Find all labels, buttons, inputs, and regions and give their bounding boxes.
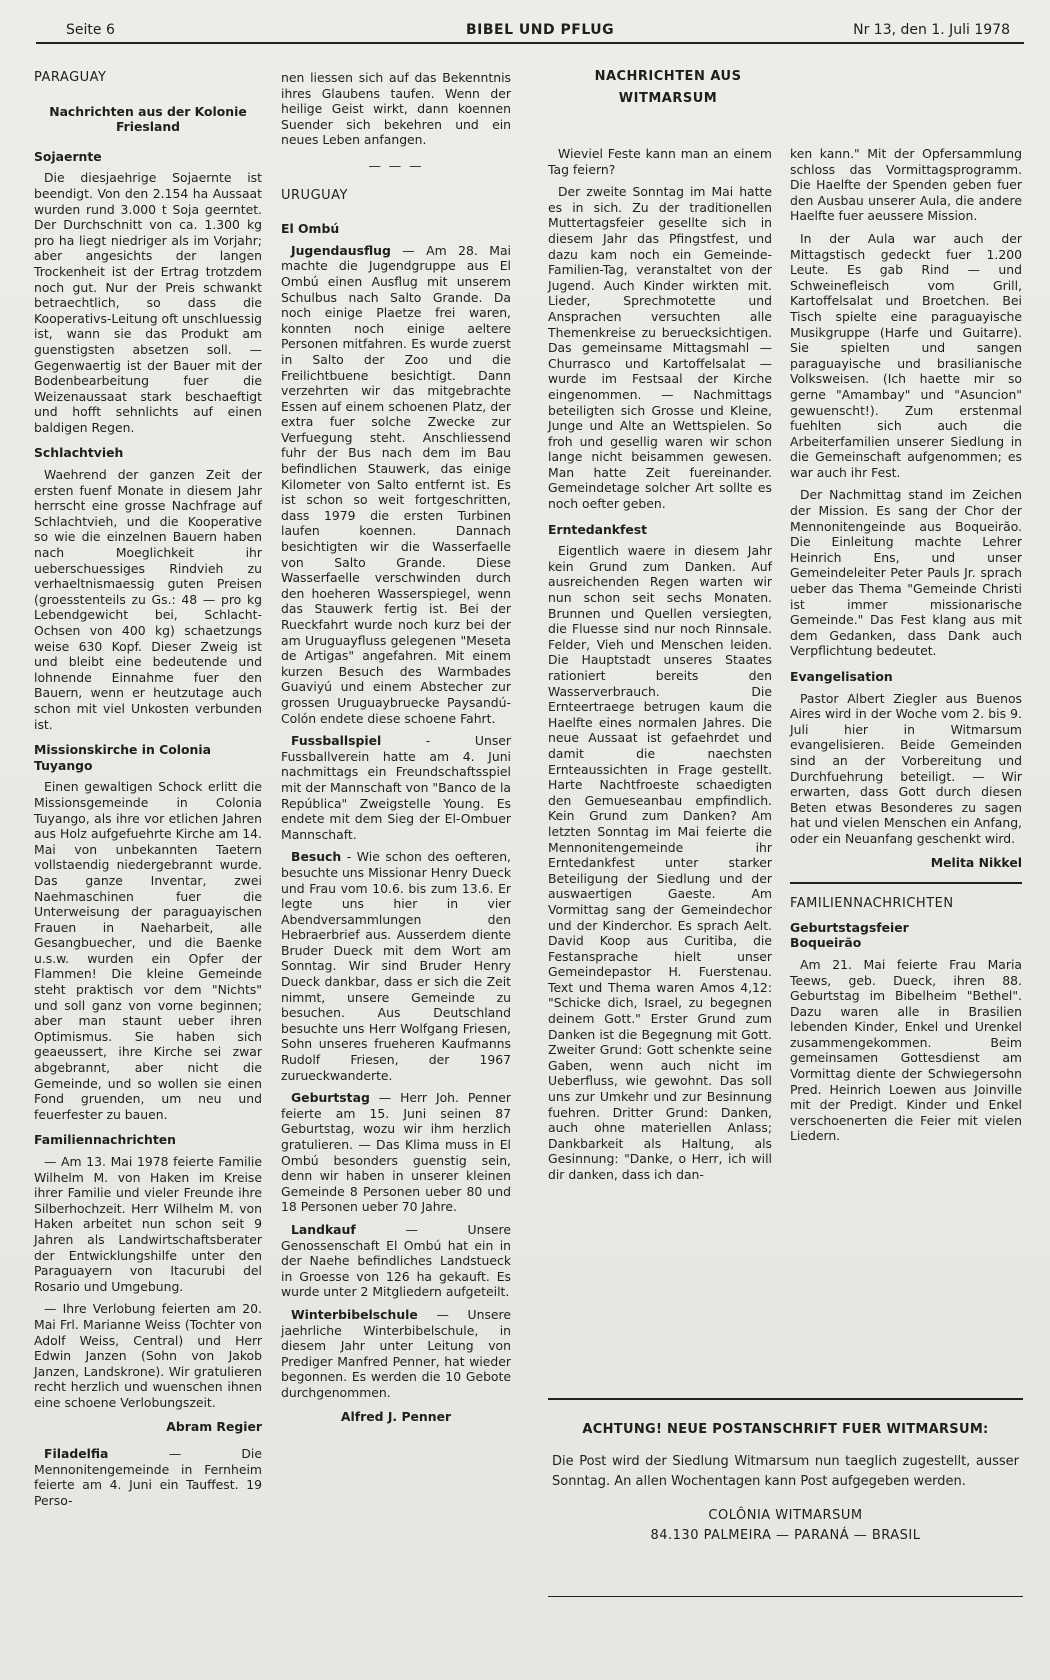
witmarsum-headline-block [548,66,788,110]
section-rule [790,882,1022,884]
page-header [36,22,1024,44]
article-verlobung: — Ihre Verlobung feierten am 20. Mai Frl. Marianne Weiss (Tochter von Adolf Weiss, Central) und Herr Edwin Janzen (Sohn von Jakob Janzen, Landskrone). Wir gratulieren recht herzlich und wuenschen ihnen eine schoene Verlobungszeit. [34,1301,262,1410]
article-erntedank-continued: ken kann." Mit der Opfersammlung schloss das Vormittagsprogramm. Die Haelfte der Spenden geben fuer den Ausbau unserer Aula, die andere Haelfte fuer aeussere Mission. [790,146,1022,224]
newspaper-title: BIBEL UND PFLUG [466,22,615,38]
article-geburtstag-teews: Am 21. Mai feierte Frau Maria Teews, geb. Dueck, ihren 88. Geburtstag im Bibelheim "Bethel". Dazu waren alle in Brasilien lebenden Kinder, Enkel und Urenkel zusammengekommen. Beim gemeinsamen Gottesdienst am Vormittag diente der Schwiegersohn Pred. Heinrich Loewen aus Joinville mit der Predigt. Kinder und Enkel verschoenerten die Feier mit vielen Liedern. [790,956,1022,1144]
lead-fussballspiel: Fussballspiel [291,733,382,749]
article-missionskirche: Einen gewaltigen Schock erlitt die Missionsgemeinde in Colonia Tuyango, als ihre vor etlichen Jahren aus Holz aufgefuehrte Kirche am 14. Mai von unbekannten Taetern vollstaendig niedergebrannt wurde. Das ganze Inventar, zwei Naehmaschinen fuer die Unterweisung der paraguayischen Frauen in Naeharbeit, alle Gesangbuecher, und die Baenke u.s.w. wurden ein Opfer der Flammen! Die kleine Gemeinde steht praktisch vor dem "Nichts" und soll ganz von vorne beginnen; aber man staunt ueber ihren Optimismus. Sie haben sich geaeussert, ihre Kirche sei zwar abgebrannt, aber nicht die Gemeinde, und so wollen sie einen Fond gruenden, um neu und feuerfester zu bauen. [34,779,262,1122]
text-geburtstag: — Herr Joh. Penner feierte am 15. Juni seinen 87 Geburtstag, wozu wir ihm herzlich gratulieren. — Das Klima muss in El Ombú besonders guenstig sein, denn wir haben in unserer kleinen Gemeinde 8 Personen ueber 80 und 18 Personen ueber 70 Jahre. [281,1090,511,1215]
section-title-uruguay: URUGUAY [281,187,348,203]
author-signature-witmarsum: Melita Nikkel [930,854,1022,870]
notice-address-line2: 84.130 PALMEIRA — PARANÁ — BRASIL [650,1528,921,1543]
notice-text: Die Post wird der Siedlung Witmarsum nun taeglich zugestellt, ausser Sonntag. An allen Wochentagen kann Post aufgegeben werden. [552,1454,1019,1489]
section-title-familiennachrichten: FAMILIENNACHRICHTEN [790,896,954,912]
text-besuch: - Wie schon des oefteren, besuchte uns Missionar Henry Dueck und Frau vom 10.6. bis zum 13.6. Er legte uns hier in vier Abendversammlungen den Hebraerbrief aus. Ausserdem diente Bruder Dueck mit dem Wort am Sonntag. Wir sind Bruder Henry Dueck dankbar, dass er sich die Zeit nimmt, unsere Gemeinde zu besuchen. Aus Deutschland besuchte uns Herr Wolfgang Friesen, Sohn unseres frueheren Kaufmanns Rudolf Friesen, der 1967 zurueckwanderte. [281,849,511,1083]
lead-landkauf: Landkauf [291,1221,356,1237]
text-landkauf: — Unsere Genossenschaft El Ombú hat ein in der Naehe befindliches Landstueck in Groesse von 126 ha gekauft. Es wurde unter 2 Mitgliedern aufgeteilt. [281,1221,511,1300]
article-fussballspiel [281,733,511,842]
section-separator: — — — [368,157,424,173]
article-jugendausflug [281,243,511,726]
article-gemeindetag: Der zweite Sonntag im Mai hatte es in sich. Zu der traditionellen Muttertagsfeier gesellte sich in diesem Jahr das Pfingstfest, und dazu kam noch ein Gemeinde-Familien-Tag, veranstaltet von der Jugend. Auch Kinder wirkten mit. Lieder, Sprechmotette und Ansprachen versuchten alle Themenkreise zu beruecksichtigen. Das gemeinsame Mittagsmahl — Churrasco und Kartoffelsalat — wurde im Festsaal der Kirche eingenommen. — Nachmittags beteiligten sich Grosse und Kleine, Junge und Alte an Wettspielen. So froh und gesellig waren wir schon lange nicht beisammen gewesen. Man hatte Zeit fuereinander. Gemeindetage solcher Art sollte es noch oefter geben. [548,184,772,512]
lead-besuch: Besuch [291,849,342,865]
section-title-paraguay: PARAGUAY [34,70,107,85]
heading-schlachtvieh: Schlachtvieh [34,445,124,461]
heading-sojaernte: Sojaernte [34,148,102,164]
article-mittagstisch: In der Aula war auch der Mittagstisch gedeckt fuer 1.200 Leute. Es gab Rind — und Schweinefleisch vom Grill, Kartoffelsalat und Broetchen. Bei Tisch spielte eine paraguayische Musikgruppe (Harfe und Guitarre). Sie spielten und sangen paraguayische und brasilianische Volksweisen. (Ich haette mir so gerne "Amambay" und "Asuncion" gewuenscht!). Zum erstenmal fuehlten sich auch die Arbeiterfamilien unserer Siedlung in die Gemeinschaft aufgenommen; es war auch ihr Fest. [790,230,1022,480]
author-signature: Abram Regier [166,1418,262,1434]
heading-el-ombu: El Ombú [281,221,340,237]
text-jugendausflug: — Am 28. Mai machte die Jugendgruppe aus El Ombú einen Ausflug mit unserem Schulbus nach Salto Grande. Da noch einige Plaetze frei waren, konnten noch einige aeltere Personen mitfahren. Es wurde zuerst in Salto der Zoo und die Freilichtbuene besichtigt. Dann verzehrten wir das mitgebrachte Essen auf einem schoenen Platz, der extra fuer solche Zwecke zur Verfuegung steht. Anschliessend fuhr der Bus nach dem im Bau befindlichen Stauwerk, das einige Kilometer von Salto entfernt ist. Es ist schon so weit fortgeschritten, dass 1979 die ersten Turbinen laufen koennen. Dannach besichtigten wir die Wasserfaelle von Salto Grande. Diese Wasserfaelle verschwinden durch den hoeheren Wasserspiegel, wenn das Stauwerk fertig ist. Bei der Rueckfahrt wurde noch kurz bei der am Uruguayfluss gelegenen "Meseta de Artigas" angefahren. Mit einem kurzen Besuch des Warmbades Guaviyú und einem Abstecher zur grossen Uruguaybruecke Paysandú-Colón endete diese schoene Fahrt. [281,242,511,726]
article-erntedankfest: Eigentlich waere in diesem Jahr kein Grund zum Danken. Auf ausreichenden Regen warten wir nun schon seit sechs Monaten. Brunnen und Quellen versiegten, die Fluesse sind nur noch Rinnsale. Felder, Vieh und Menschen leiden. Die Hauptstadt unseres Staates rationiert bereits den Wasserverbrauch. Die Ernteertraege betrugen kaum die Haelfte eines normalen Jahres. Die neue Aussaat ist gefaehrdet und damit die naechsten Ernteaussichten in Frage gestellt. Harte Nachtfroeste schaedigten den Gemueseanbau empfindlich. Kein Grund zum Danken? Am letzten Sonntag im Mai feierte die Mennonitengemeinde ihr Erntedankfest unter starker Beteiligung der Siedlung und der auswaertigen Gaeste. Am Vormittag sang der Gemeindechor und der Kinderchor. Es sprach Aelt. David Koop aus Curitiba, die Festansprache hielt unser Gemeindepastor H. Fuerstenau. Text und Thema waren Amos 4,12: "Schicke dich, Israel, zu begegnen deinem Gott." Erster Grund zum Danken ist die Begegnung mit Gott. Zweiter Grund: Gott schenkte seine Gaben, wenn auch nicht im Ueberfluss, wie gewohnt. Das soll uns zur Umkehr und zur Besinnung fuehren. Dritter Grund: Danken, auch ohne materiellen Anlass; Dankbarkeit als Haltung, als Gesinnung: "Danke, o Herr, ich will dir danken, dass ich dan- [548,543,772,1182]
lead-geburtstag: Geburtstag [291,1090,370,1106]
text-filadelfia: — Die Mennonitengemeinde in Fernheim feierte am 4. Juni ein Tauffest. 19 Perso- [34,1446,262,1508]
notice-address-line1: COLÔNIA WITMARSUM [708,1508,863,1523]
article-silberhochzeit: — Am 13. Mai 1978 feierte Familie Wilhelm M. von Haken im Kreise ihrer Familie und vieler Freunde ihre Silberhochzeit. Herr Wilhelm M. von Haken arbeitet nun schon seit 9 Jahren als Landwirtschaftsberater der Entwicklungshilfe unter den Paraguayern von Itacurubi del Rosario und Umgebung. [34,1154,262,1294]
subtitle-friesland: Nachrichten aus der Kolonie Friesland [49,103,247,135]
notice-postanschrift [548,1398,1023,1597]
article-filadelfia-continued: nen liessen sich auf das Bekenntnis ihres Glaubens taufen. Wenn der heilige Geist wirkt, dann koennen Suender sich bekehren und ein neues Leben anfangen. [281,70,511,148]
heading-missionskirche: Missionskirche in Colonia Tuyango [34,742,211,773]
text-fussballspiel: - Unser Fussballverein hatte am 4. Juni nachmittags ein Freundschaftsspiel mit der Mannschaft von "Banco de la República" Zweigstelle Young. Es endete mit dem Sieg der El-Ombuer Mannschaft. [281,733,511,842]
column-witmarsum-left [548,146,772,1190]
column-paraguay [34,70,262,1515]
article-schlachtvieh: Waehrend der ganzen Zeit der ersten fuenf Monate in diesem Jahr herrscht eine grosse Nachfrage auf Schlachtvieh, und die Kooperative so wie die einzelnen Bauern haben nach Moeglichkeit ihr ueberschuessiges Rindvieh zu verhaeltnismaessig guten Preisen (groesstenteils zu Gs.: 48 — pro kg Lebendgewicht bei, Schlacht-Ochsen von 400 kg) schaetzungs weise 630 Kopf. Dieser Zweig ist und bleibt eine bedeutende und lohnende Einnahme fuer den Bauern, wenn er heutzutage auch schon mit viel Unkosten verbunden ist. [34,467,262,732]
heading-boqueirao: Boqueirão [790,935,862,951]
article-winterbibelschule [281,1307,511,1401]
author-signature-uruguay: Alfred J. Penner [340,1408,452,1424]
article-mission: Der Nachmittag stand im Zeichen der Mission. Es sang der Chor der Mennonitengeinde aus Boqueirão. Die Einleitung machte Lehrer Heinrich Ens, und unser Gemeindeleiter Peter Pauls Jr. sprach ueber das Thema "Gemeinde Christi ist immer missionarische Gemeinde." Das Fest klang aus mit dem Gedanken, dass Dank auch Verpflichtung bedeutet. [790,487,1022,659]
column-witmarsum-right [790,146,1022,1151]
article-landkauf [281,1222,511,1300]
header-rule [36,42,1024,44]
heading-familiennachrichten: Familiennachrichten [34,1132,176,1148]
lead-winterbibelschule: Winterbibelschule [291,1306,418,1322]
heading-erntedankfest: Erntedankfest [548,521,648,537]
issue-date: Nr 13, den 1. Juli 1978 [853,22,1010,38]
text-winterbibelschule: — Unsere jaehrliche Winterbibelschule, in diesem Jahr unter Leitung von Prediger Manfred Penner, hat wieder begonnen. Es werden die 10 Gebote durchgenommen. [281,1306,511,1400]
lead-jugendausflug: Jugendausflug [291,242,391,258]
heading-evangelisation: Evangelisation [790,669,893,684]
headline-witmarsum: NACHRICHTEN AUS WITMARSUM [594,69,742,106]
column-uruguay [281,70,511,1436]
article-filadelfia [34,1446,262,1508]
article-feste-intro: Wieviel Feste kann man an einem Tag feiern? [548,146,772,177]
article-besuch [281,849,511,1083]
article-sojaernte: Die diesjaehrige Sojaernte ist beendigt. Von den 2.154 ha Aussaat wurden rund 3.000 t Soja geerntet. Der Durchschnitt von ca. 1.300 kg pro ha liegt niedriger als im Vorjahr; aber angesichts der langen Trockenheit ist der Ertrag trotzdem noch gut. Nur der Preis schwankt betraechtlich, so dass die Kooperativs-Leitung oft unschluessig ist, wann sie das Produkt am guenstigsten absetzen soll. — Gegenwaertig ist der Bauer mit der Bodenbearbeitung fuer die Weizenaussaat stark beschaeftigt und hofft sehnlichts auf einen baldigen Regen. [34,170,263,435]
notice-title: ACHTUNG! NEUE POSTANSCHRIFT FUER WITMARSUM: [582,1422,989,1437]
article-evangelisation: Pastor Albert Ziegler aus Buenos Aires wird in der Woche vom 2. bis 9. Juli hier in Witmarsum evangelisieren. Beide Gemeinden sind an der Vorbereitung und Durchfuehrung beteiligt. — Wir erwarten, dass Gott durch diesen Beten etwas Besonderes zu sagen hat und vielen Menschen ein Anfang, oder ein Neuanfang geschenkt wird. [790,690,1022,846]
lead-filadelfia: Filadelfia [44,1446,109,1462]
page-number: Seite 6 [66,22,115,38]
heading-geburtstagsfeier: Geburtstagsfeier [790,919,909,935]
article-geburtstag [281,1090,511,1215]
